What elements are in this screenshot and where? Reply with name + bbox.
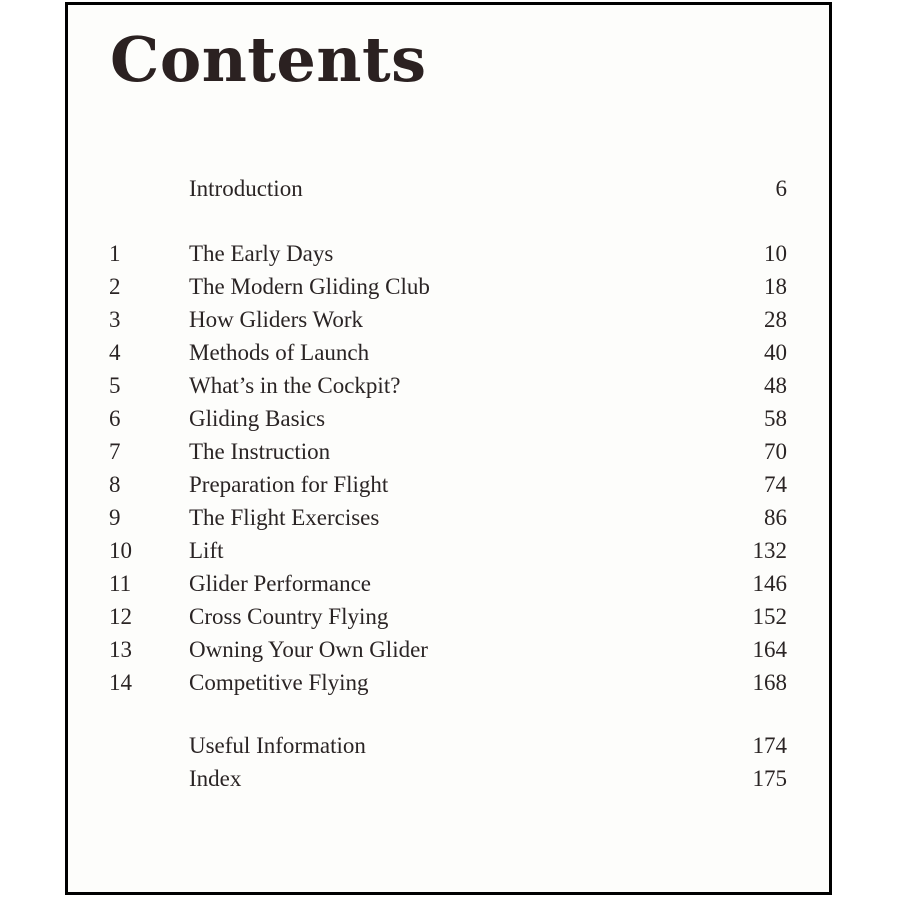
chapter-title: Owning Your Own Glider — [189, 637, 428, 662]
toc-chapter — [68, 633, 829, 666]
chapter-number: 14 — [109, 670, 132, 695]
toc-chapter — [68, 600, 829, 633]
chapter-page: 168 — [752, 670, 787, 695]
toc-chapter — [68, 303, 829, 336]
toc-chapter — [68, 336, 829, 369]
chapter-title: Glider Performance — [189, 571, 372, 596]
chapter-number: 11 — [109, 571, 132, 596]
chapter-page: 40 — [764, 340, 787, 365]
page-title: Contents — [110, 23, 427, 96]
chapter-number: 4 — [109, 340, 121, 365]
entry-page: 6 — [775, 176, 787, 201]
entry-title: Index — [189, 766, 242, 791]
chapter-number: 7 — [109, 439, 121, 464]
chapter-number: 9 — [109, 505, 121, 530]
chapter-page: 70 — [764, 439, 787, 464]
toc-chapter — [68, 237, 829, 270]
chapter-number: 8 — [109, 472, 121, 497]
chapter-page: 164 — [752, 637, 787, 662]
chapter-title: Lift — [189, 538, 224, 563]
chapter-page: 86 — [764, 505, 787, 530]
toc-entry-index — [68, 762, 829, 795]
chapter-title: Gliding Basics — [189, 406, 326, 431]
chapter-title: The Early Days — [189, 241, 334, 266]
chapter-number: 3 — [109, 307, 121, 332]
toc-chapter — [68, 369, 829, 402]
chapter-number: 12 — [109, 604, 132, 629]
toc-chapter — [68, 270, 829, 303]
chapter-title: How Gliders Work — [189, 307, 364, 332]
chapter-page: 146 — [752, 571, 787, 596]
toc-chapter — [68, 435, 829, 468]
contents-page — [65, 2, 832, 895]
chapter-page: 28 — [764, 307, 787, 332]
chapter-title: Competitive Flying — [189, 670, 369, 695]
toc-chapter — [68, 501, 829, 534]
toc-chapter — [68, 567, 829, 600]
toc-entry-introduction — [68, 172, 829, 205]
chapter-title: Cross Country Flying — [189, 604, 389, 629]
chapter-page: 10 — [764, 241, 787, 266]
toc-chapter — [68, 666, 829, 699]
chapter-page: 152 — [752, 604, 787, 629]
chapter-number: 6 — [109, 406, 121, 431]
chapter-title: The Instruction — [189, 439, 331, 464]
chapter-page: 18 — [764, 274, 787, 299]
chapter-page: 74 — [764, 472, 787, 497]
chapter-number: 2 — [109, 274, 121, 299]
chapter-title: The Modern Gliding Club — [189, 274, 430, 299]
chapter-page: 48 — [764, 373, 787, 398]
entry-page: 175 — [752, 766, 787, 791]
chapter-number: 1 — [109, 241, 121, 266]
entry-title: Useful Information — [189, 733, 366, 758]
chapter-title: Methods of Launch — [189, 340, 370, 365]
entry-page: 174 — [752, 733, 787, 758]
chapter-title: What’s in the Cockpit? — [189, 373, 401, 398]
chapter-title: The Flight Exercises — [189, 505, 380, 530]
chapter-number: 5 — [109, 373, 121, 398]
toc-chapter — [68, 468, 829, 501]
chapter-page: 132 — [752, 538, 787, 563]
entry-title: Introduction — [189, 176, 303, 201]
toc-chapter — [68, 534, 829, 567]
chapter-title: Preparation for Flight — [189, 472, 389, 497]
chapter-page: 58 — [764, 406, 787, 431]
toc-chapter — [68, 402, 829, 435]
toc-entry-useful-information — [68, 729, 829, 762]
chapter-number: 13 — [109, 637, 132, 662]
chapter-number: 10 — [109, 538, 132, 563]
